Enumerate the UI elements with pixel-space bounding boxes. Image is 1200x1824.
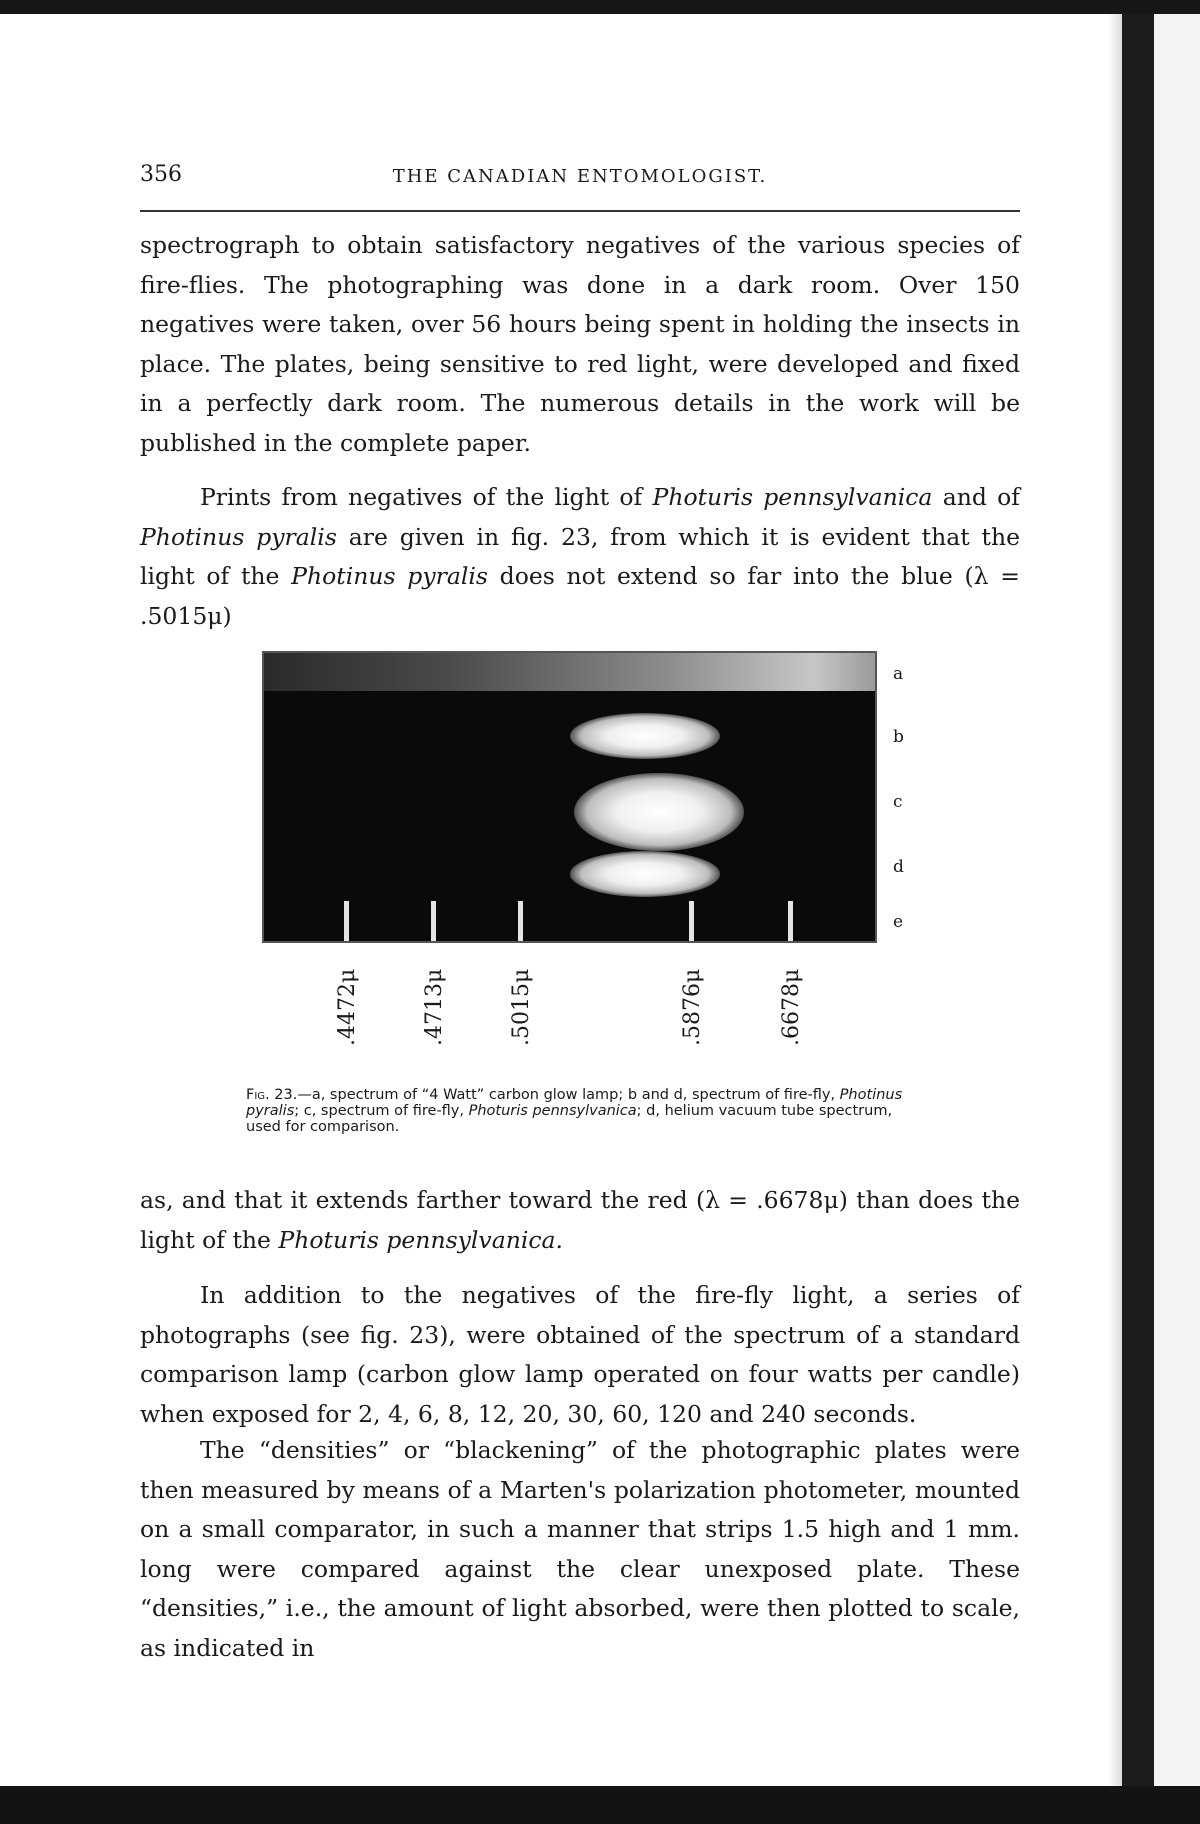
caption-text: ; c, spectrum of fire-fly, [294, 1103, 469, 1119]
figure-label: Fig. 23. [246, 1087, 298, 1103]
spectrum-band-b [570, 713, 720, 759]
text-run: and of [932, 483, 1021, 511]
species-name: Photinus pyralis [246, 1087, 903, 1119]
helium-line [518, 901, 523, 943]
helium-line [431, 901, 436, 943]
figure-caption [246, 1087, 926, 1135]
page-header [140, 158, 1020, 198]
row-label-a: a [893, 664, 904, 684]
text-run: are given in fig. 23, from which it is evident that the light of the [140, 522, 1020, 590]
scan-bottom-border [0, 1786, 1200, 1824]
text-run: as, and that it extends farther toward the red (λ = .6678μ) than does the light of the [140, 1186, 1020, 1254]
helium-line [788, 901, 793, 943]
row-label-b: b [893, 727, 904, 747]
running-head: THE CANADIAN ENTOMOLOGIST. [392, 166, 768, 187]
row-label-d: d [893, 857, 904, 877]
species-name: Photuris pennsylvanica [652, 483, 933, 511]
scan-top-border [0, 0, 1200, 14]
caption-text: —a, spectrum of “4 Watt” carbon glow lamp; b and d, spectrum of fire-fly, [297, 1087, 840, 1103]
page-edge-shadow [1108, 14, 1122, 1786]
text-run: does not extend so far into the blue (λ = .5015μ) [140, 562, 1020, 630]
helium-line [689, 901, 694, 943]
species-name: Photuris pennsylvanica [468, 1103, 637, 1119]
row-label-c: c [893, 792, 903, 812]
wavelength-label: .6678μ [779, 968, 804, 1046]
spectrum-band-a [264, 653, 875, 691]
wavelength-label: .4472μ [335, 968, 360, 1046]
spectrum-band-c [574, 773, 744, 851]
text-run: Prints from negatives of the light of [200, 483, 653, 511]
wavelength-label: .4713μ [422, 968, 447, 1046]
header-rule [140, 210, 1020, 212]
book-spine [1122, 14, 1154, 1786]
species-name: Photinus pyralis [140, 522, 337, 551]
row-label-e: e [893, 912, 904, 932]
spectrum-band-d [570, 851, 720, 897]
paragraph-3 [140, 1181, 1020, 1260]
paragraph-1: spectrograph to obtain satisfactory negatives of the various species of fire-flies. The photographing was done in a dark room. Over 150 negatives were taken, over 56 hours being spent in holding the insects in place. The plates, being sensitive to red light, were developed and fixed in a perfectly dark room. The numerous details in the work will be published in the complete paper. [140, 231, 1020, 457]
paragraph-5 [140, 1431, 1020, 1668]
wavelength-label: .5876μ [680, 968, 705, 1046]
wavelength-label: .5015μ [509, 968, 534, 1046]
species-name: Photinus pyralis [291, 562, 488, 590]
caption-text: ; d, helium vacuum tube spectrum, used for comparison. [246, 1103, 893, 1135]
page-number: 356 [140, 162, 182, 187]
paragraph-4 [140, 1276, 1020, 1434]
facing-page-edge [1154, 14, 1200, 1786]
text-run: The “densities” or “blackening” of the photographic plates were then measured by means of a Marten's polarization photometer, mounted on a small comparator, in such a manner that strips 1.5 high and 1 mm. long were compared against the clear unexposed plate. These “densities,” i.e., the amount of light absorbed, were then plotted to scale, as indicated in [140, 1436, 1020, 1662]
spectrum-photograph [262, 651, 877, 943]
species-name: Photuris pennsylvanica. [278, 1225, 564, 1254]
paragraph-2 [140, 478, 1020, 636]
helium-line [344, 901, 349, 943]
text-run: In addition to the negatives of the fire-fly light, a series of photographs (see fig. 23), were obtained of the spectrum of a standard comparison lamp (carbon glow lamp operated on four watts per candle) when exposed for 2, 4, 6, 8, 12, 20, 30, 60, 120 and 240 seconds. [140, 1281, 1020, 1428]
